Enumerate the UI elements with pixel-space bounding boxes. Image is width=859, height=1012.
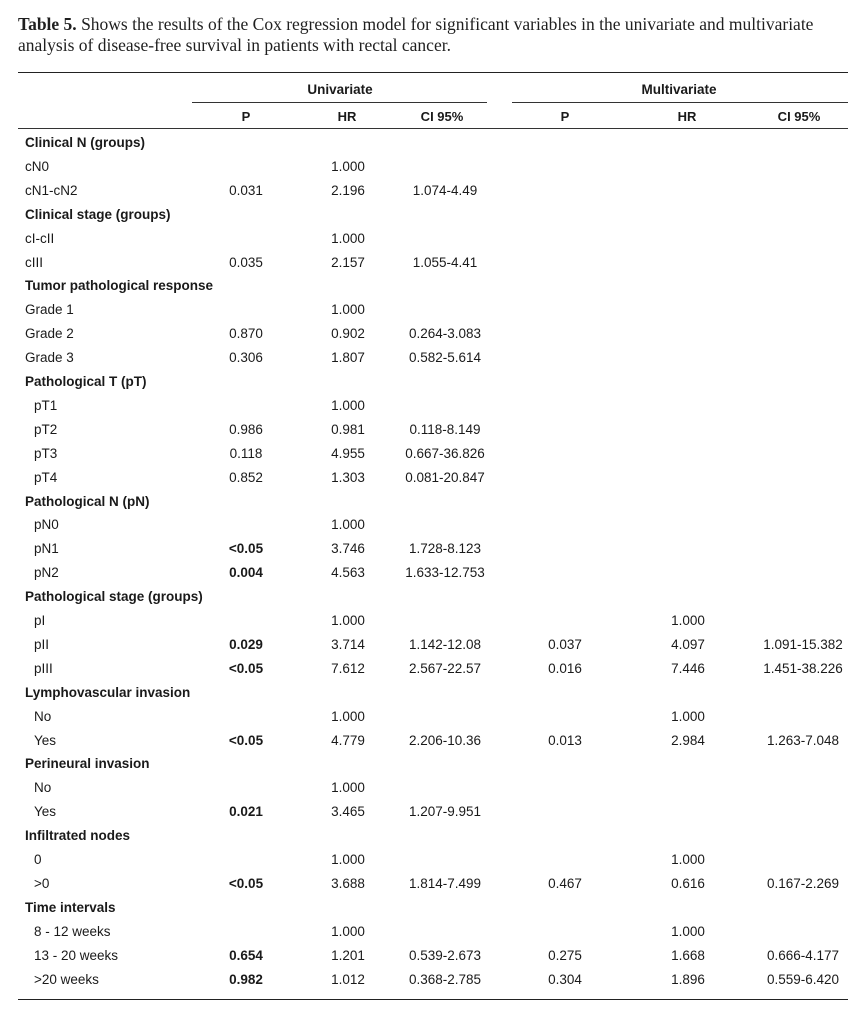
table-row (18, 324, 848, 344)
row-label: pT2 (34, 421, 58, 437)
cell-u-hr: 1.201 (331, 947, 365, 963)
table-row (18, 970, 848, 990)
section-label: Pathological T (pT) (25, 374, 147, 389)
row-label: cN0 (25, 158, 50, 174)
row-label: pT1 (34, 397, 58, 413)
group-header-multivariate: Multivariate (641, 82, 717, 97)
cell-m-ci: 0.666-4.177 (766, 947, 840, 963)
cell-u-p: 0.654 (229, 947, 263, 963)
row-label: 8 - 12 weeks (34, 923, 111, 939)
cell-u-ci: 1.074-4.49 (412, 182, 478, 198)
cell-u-p: 0.306 (229, 350, 263, 366)
table-row (18, 396, 848, 416)
cell-u-hr: 1.000 (331, 397, 365, 413)
cell-m-ci: 1.091-15.382 (763, 636, 843, 652)
section-header-row (18, 683, 848, 703)
cell-u-hr: 4.779 (331, 732, 365, 748)
table-row (18, 300, 848, 320)
cell-u-hr: 0.902 (331, 326, 365, 342)
cell-u-p: 0.986 (229, 421, 263, 437)
cell-u-ci: 1.142-12.08 (408, 636, 482, 652)
cell-m-ci: 1.263-7.048 (766, 732, 840, 748)
cell-m-ci: 1.451-38.226 (763, 660, 843, 676)
row-label: Yes (34, 804, 57, 820)
section-label: Perineural invasion (25, 756, 150, 772)
cell-u-ci: 2.206-10.36 (408, 732, 482, 748)
row-label: >0 (34, 875, 50, 891)
row-label: cIII (25, 254, 44, 270)
caption-text: Shows the results of the Cox regression model for significant variables in the univariate and multivariate analysis of disease-free survival in patients with rectal cancer. (18, 14, 814, 55)
table-row (18, 420, 848, 440)
col-header-univariate-hr: HR (337, 109, 357, 124)
section-header-row (18, 133, 848, 153)
cell-m-hr: 1.668 (671, 947, 705, 963)
cell-u-hr: 1.000 (331, 780, 365, 796)
cell-u-hr: 3.688 (331, 875, 365, 891)
table-row (18, 253, 848, 273)
cell-u-p: 0.870 (229, 326, 263, 342)
cell-u-p: 0.982 (229, 971, 263, 987)
cell-u-ci: 1.055-4.41 (412, 254, 478, 270)
table-bottom-rule (18, 999, 848, 1000)
cell-m-hr: 2.984 (671, 732, 705, 748)
cell-m-ci: 0.167-2.269 (766, 875, 840, 891)
cell-u-ci: 0.582-5.614 (408, 350, 482, 366)
section-header-row (18, 826, 848, 846)
cell-u-hr: 1.000 (331, 517, 365, 533)
table-caption (18, 14, 848, 56)
row-label: pIII (34, 660, 53, 676)
cell-u-hr: 1.012 (331, 971, 365, 987)
section-label: Infiltrated nodes (25, 828, 131, 844)
row-label: >20 weeks (34, 971, 99, 987)
cell-m-hr: 1.000 (671, 708, 705, 724)
cell-u-ci: 0.118-8.149 (409, 421, 481, 437)
cell-u-hr: 1.807 (331, 350, 365, 366)
row-label: pT3 (34, 445, 58, 461)
row-label: No (34, 780, 52, 796)
cell-u-hr: 1.000 (331, 708, 365, 724)
cell-u-ci: 1.728-8.123 (408, 541, 482, 557)
row-label: pI (34, 613, 46, 628)
table-row (18, 229, 848, 249)
section-header-row (18, 372, 848, 392)
row-label: cI-cII (25, 230, 55, 246)
cell-u-hr: 1.000 (331, 613, 365, 628)
row-label: No (34, 708, 52, 724)
cell-m-hr: 1.000 (671, 852, 705, 867)
col-header-multivariate-p: P (560, 109, 570, 124)
cell-m-p: 0.304 (548, 971, 582, 987)
row-label: 13 - 20 weeks (34, 947, 119, 963)
multivariate-rule (512, 102, 848, 103)
section-label: Clinical stage (groups) (25, 206, 171, 222)
row-label: 0 (34, 852, 42, 867)
table-top-rule (18, 72, 848, 73)
col-header-multivariate-ci: CI 95% (777, 109, 821, 124)
cell-u-p: 0.029 (229, 636, 263, 652)
cell-m-p: 0.467 (548, 875, 582, 891)
table-row (18, 802, 848, 822)
table-row (18, 468, 848, 488)
section-header-row (18, 587, 848, 607)
cell-m-p: 0.275 (548, 947, 582, 963)
cell-u-hr: 4.563 (331, 565, 365, 581)
section-label: Pathological stage (groups) (25, 589, 203, 605)
cell-m-hr: 0.616 (671, 875, 705, 891)
cell-u-hr: 4.955 (331, 445, 365, 461)
section-header-row (18, 492, 848, 512)
cell-m-hr: 7.446 (671, 660, 705, 676)
section-label: Clinical N (groups) (25, 135, 146, 150)
col-header-univariate-ci: CI 95% (420, 109, 464, 124)
cell-u-hr: 3.746 (331, 541, 365, 557)
table-row (18, 181, 848, 201)
column-header-rule (18, 128, 848, 129)
table-row (18, 731, 848, 751)
cell-u-hr: 1.000 (331, 852, 365, 867)
table-row (18, 707, 848, 727)
cell-u-ci: 0.539-2.673 (408, 947, 482, 963)
section-header-row (18, 276, 848, 296)
cell-u-p: <0.05 (228, 875, 264, 891)
cell-m-hr: 1.896 (671, 971, 705, 987)
cell-u-hr: 2.196 (331, 182, 365, 198)
table-row (18, 874, 848, 894)
cell-m-p: 0.013 (548, 732, 582, 748)
cell-u-hr: 2.157 (331, 254, 365, 270)
table-row (18, 635, 848, 655)
row-label: cN1-cN2 (25, 182, 78, 198)
cell-u-ci: 1.633-12.753 (405, 565, 485, 581)
cell-m-hr: 1.000 (671, 613, 705, 628)
cell-u-hr: 1.303 (331, 469, 365, 485)
cell-u-p: <0.05 (228, 541, 264, 557)
table-row (18, 515, 848, 535)
table-row (18, 922, 848, 942)
table-row (18, 850, 848, 870)
table-row (18, 157, 848, 177)
table-row (18, 444, 848, 464)
caption-label: Table 5. (18, 14, 77, 34)
col-header-univariate-p: P (241, 109, 251, 124)
section-header-row (18, 205, 848, 225)
section-header-row (18, 754, 848, 774)
section-header-row (18, 898, 848, 918)
cell-u-p: <0.05 (228, 660, 264, 676)
cell-m-hr: 4.097 (671, 636, 705, 652)
row-label: Grade 3 (25, 350, 74, 366)
table-row (18, 611, 848, 631)
cell-m-p: 0.016 (548, 660, 582, 676)
cell-u-ci: 1.207-9.951 (408, 804, 482, 820)
table-row (18, 778, 848, 798)
group-header-univariate: Univariate (307, 82, 373, 97)
cell-u-p: 0.118 (229, 445, 263, 461)
row-label: pT4 (34, 469, 58, 485)
cell-u-ci: 0.368-2.785 (408, 971, 482, 987)
section-label: Lymphovascular invasion (25, 684, 191, 700)
cell-m-hr: 1.000 (671, 923, 705, 939)
cell-u-hr: 3.465 (331, 804, 365, 820)
cell-m-p: 0.037 (548, 636, 582, 652)
cell-u-hr: 0.981 (331, 421, 365, 437)
cell-u-p: <0.05 (228, 732, 264, 748)
table-row (18, 539, 848, 559)
cell-u-ci: 0.264-3.083 (408, 326, 482, 342)
table-row (18, 563, 848, 583)
cell-u-hr: 1.000 (331, 230, 365, 246)
section-label: Time intervals (25, 899, 116, 915)
cell-u-hr: 1.000 (331, 158, 365, 174)
row-label: pN2 (34, 565, 59, 581)
cell-u-ci: 0.081-20.847 (405, 469, 485, 485)
section-label: Pathological N (pN) (25, 493, 150, 509)
row-label: pN1 (34, 541, 59, 557)
cell-u-hr: 1.000 (331, 923, 365, 939)
row-label: Yes (34, 732, 57, 748)
cell-u-hr: 3.714 (331, 636, 365, 652)
row-label: Grade 2 (25, 326, 74, 342)
univariate-rule (192, 102, 487, 103)
row-label: pII (34, 636, 50, 652)
table-row (18, 946, 848, 966)
cell-u-hr: 7.612 (331, 660, 365, 676)
table-row (18, 348, 848, 368)
cell-m-ci: 0.559-6.420 (766, 971, 840, 987)
cell-u-hr: 1.000 (331, 302, 365, 318)
col-header-multivariate-hr: HR (677, 109, 697, 124)
row-label: pN0 (34, 517, 59, 533)
table-row (18, 659, 848, 679)
cell-u-p: 0.035 (229, 254, 263, 270)
section-label: Tumor pathological response (25, 278, 214, 294)
cell-u-p: 0.031 (229, 182, 263, 198)
cell-u-p: 0.852 (229, 469, 263, 485)
cell-u-ci: 2.567-22.57 (408, 660, 482, 676)
cell-u-p: 0.021 (229, 804, 263, 820)
cell-u-ci: 0.667-36.826 (405, 445, 485, 461)
row-label: Grade 1 (25, 302, 74, 318)
cell-u-ci: 1.814-7.499 (408, 875, 482, 891)
cell-u-p: 0.004 (229, 565, 263, 581)
